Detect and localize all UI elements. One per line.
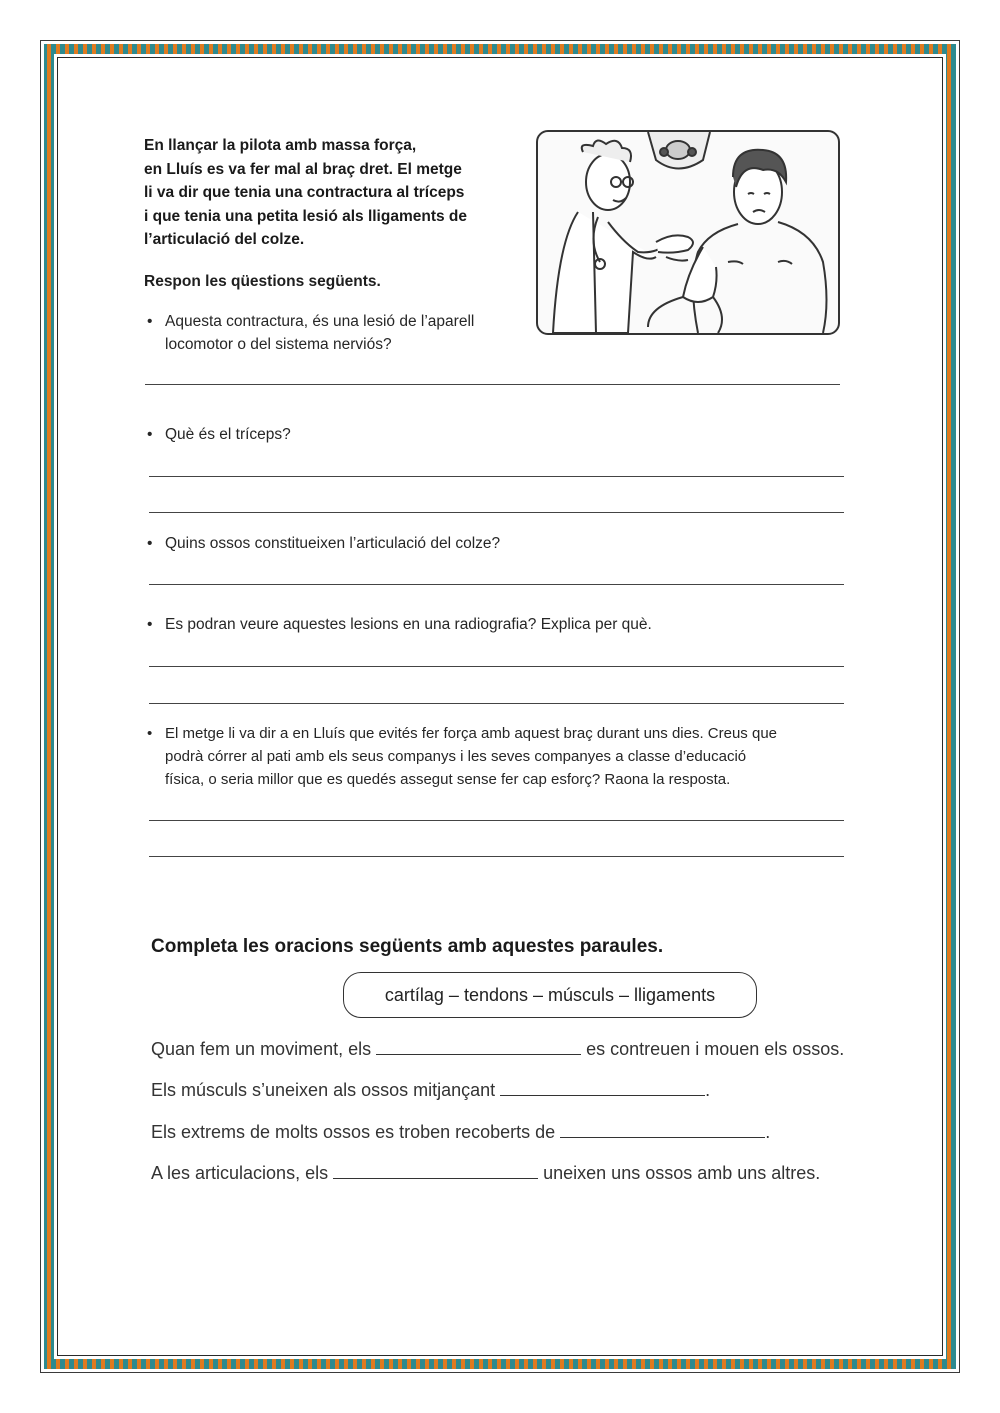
question-text: El metge li va dir a en Lluís que evités fer força amb aquest braç durant uns dies. Creus que xyxy=(165,725,777,742)
question-4 xyxy=(147,613,652,636)
answer-line[interactable] xyxy=(149,666,844,667)
intro-line: l’articulació del colze. xyxy=(144,231,305,248)
sentence-text: Quan fem un moviment, els xyxy=(151,1039,372,1059)
sentence-text: es contreuen i mouen els ossos. xyxy=(586,1039,845,1059)
answer-line[interactable] xyxy=(149,512,844,513)
sentence-text: Els extrems de molts ossos es troben recoberts de xyxy=(151,1122,556,1142)
bullet: • xyxy=(147,313,153,330)
question-text: locomotor o del sistema nerviós? xyxy=(165,336,392,353)
question-text: Aquesta contractura, és una lesió de l’aparell xyxy=(165,313,475,330)
bullet: • xyxy=(147,616,153,633)
answer-line[interactable] xyxy=(145,384,840,385)
illustration-drawing xyxy=(538,132,838,333)
intro-line: li va dir que tenia una contractura al tríceps xyxy=(144,184,465,201)
instructions-subheading: Respon les qüestions següents. xyxy=(144,273,381,290)
blank-field[interactable] xyxy=(500,1079,705,1096)
fill-sentence-2 xyxy=(151,1079,710,1101)
question-text: física, o seria millor que es quedés assegut sense fer cap esforç? Raona la resposta. xyxy=(165,771,731,788)
question-1 xyxy=(147,310,474,356)
sentence-text: . xyxy=(705,1080,711,1100)
intro-line: en Lluís es va fer mal al braç dret. El metge xyxy=(144,160,462,178)
question-text: Què és el tríceps? xyxy=(165,426,291,443)
bullet: • xyxy=(147,725,153,742)
question-3 xyxy=(147,532,500,555)
question-text: podrà córrer al pati amb els seus companys i les seves companyes a classe d’educació xyxy=(165,748,747,765)
answer-line[interactable] xyxy=(149,703,844,704)
section-heading: Completa les oracions següents amb aquestes paraules. xyxy=(151,936,664,957)
fill-sentence-3 xyxy=(151,1121,770,1143)
question-text: Es podran veure aquestes lesions en una radiografia? Explica per què. xyxy=(165,616,652,633)
answer-line[interactable] xyxy=(149,584,844,585)
doctor-examining-patient-illustration xyxy=(536,130,840,335)
bullet: • xyxy=(147,535,153,552)
blank-field[interactable] xyxy=(333,1162,538,1179)
blank-field[interactable] xyxy=(560,1121,765,1138)
answer-line[interactable] xyxy=(149,476,844,477)
sentence-text: . xyxy=(765,1122,771,1142)
answer-line[interactable] xyxy=(149,820,844,821)
fill-sentence-1 xyxy=(151,1038,844,1060)
blank-field[interactable] xyxy=(376,1038,581,1055)
sentence-text: Els músculs s’uneixen als ossos mitjançant xyxy=(151,1080,496,1100)
intro-line: i que tenia una petita lesió als lligaments de xyxy=(144,207,468,225)
answer-line[interactable] xyxy=(149,856,844,857)
question-text: Quins ossos constitueixen l’articulació del colze? xyxy=(165,535,501,552)
intro-paragraph xyxy=(144,134,524,252)
word-bank: cartílag – tendons – músculs – lligaments xyxy=(343,972,757,1018)
fill-sentence-4 xyxy=(151,1162,820,1184)
bullet: • xyxy=(147,426,153,443)
intro-line: En llançar la pilota amb massa força, xyxy=(144,137,417,154)
sentence-text: A les articulacions, els xyxy=(151,1163,329,1183)
question-2 xyxy=(147,423,291,446)
sentence-text: uneixen uns ossos amb uns altres. xyxy=(543,1163,821,1183)
question-5 xyxy=(147,722,777,791)
